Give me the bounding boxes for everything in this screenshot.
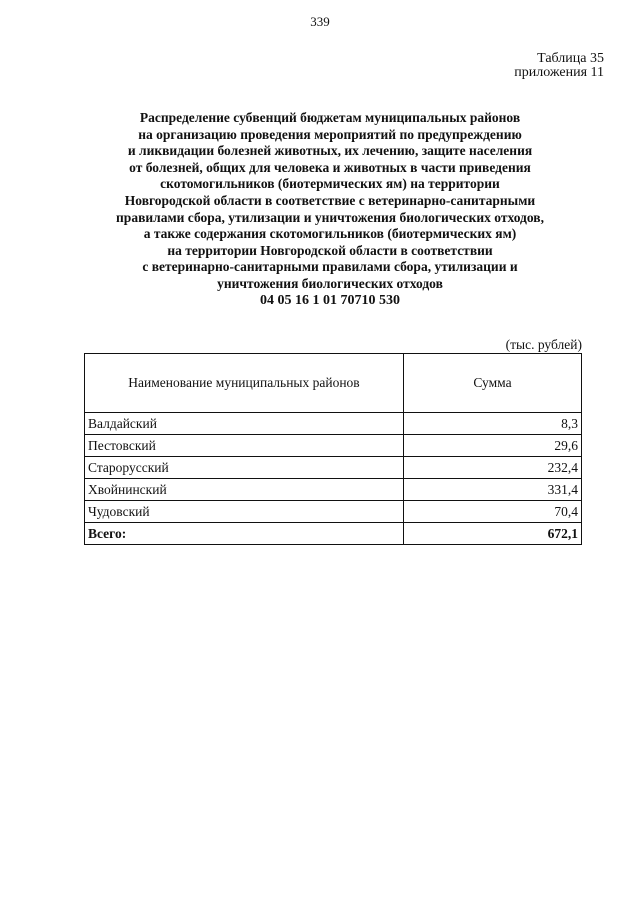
table-row — [85, 413, 582, 435]
table-reference — [514, 52, 604, 80]
table-row — [85, 435, 582, 457]
title-line: скотомогильников (биотермических ям) на территории — [160, 176, 500, 192]
header-district-name: Наименование муниципальных районов — [85, 354, 404, 413]
document-title — [80, 110, 580, 309]
title-line: правилами сбора, утилизации и уничтожения биологических отходов, — [116, 209, 544, 225]
total-label: Всего: — [85, 523, 404, 545]
title-line: на территории Новгородской области в соответствии — [167, 242, 493, 258]
district-sum: 331,4 — [404, 479, 582, 501]
title-line: а также содержания скотомогильников (биотермических ям) — [143, 226, 517, 242]
district-sum: 70,4 — [404, 501, 582, 523]
header-sum: Сумма — [404, 354, 582, 413]
district-sum: 8,3 — [404, 413, 582, 435]
table-row — [85, 457, 582, 479]
title-line: Распределение субвенций бюджетам муниципальных районов — [139, 110, 521, 125]
table-header-row — [85, 354, 582, 413]
table-row — [85, 501, 582, 523]
total-sum: 672,1 — [404, 523, 582, 545]
district-sum: 29,6 — [404, 435, 582, 457]
table-reference-line-1: Таблица 35 — [537, 51, 604, 66]
title-line: Новгородской области в соответствие с ветеринарно-санитарными — [124, 192, 536, 208]
total-row — [85, 523, 582, 545]
title-line: с ветеринарно-санитарными правилами сбора, утилизации и — [142, 259, 518, 275]
title-line: и ликвидации болезней животных, их лечению, защите населения — [127, 143, 533, 159]
units-label: (тыс. рублей) — [505, 337, 582, 352]
district-name: Валдайский — [85, 413, 404, 435]
district-sum: 232,4 — [404, 457, 582, 479]
district-name: Пестовский — [85, 435, 404, 457]
district-name: Хвойнинский — [85, 479, 404, 501]
page-number: 339 — [310, 14, 330, 29]
district-name: Чудовский — [85, 501, 404, 523]
title-line: от болезней, общих для человека и животных в части приведения — [129, 159, 531, 175]
district-name: Старорусский — [85, 457, 404, 479]
budget-code: 04 05 16 1 01 70710 530 — [260, 292, 400, 308]
distribution-table — [84, 353, 582, 545]
title-line: уничтожения биологических отходов — [217, 275, 443, 291]
table-reference-line-2: приложения 11 — [514, 65, 604, 80]
table-row — [85, 479, 582, 501]
title-line: на организацию проведения мероприятий по предупреждению — [138, 126, 522, 142]
